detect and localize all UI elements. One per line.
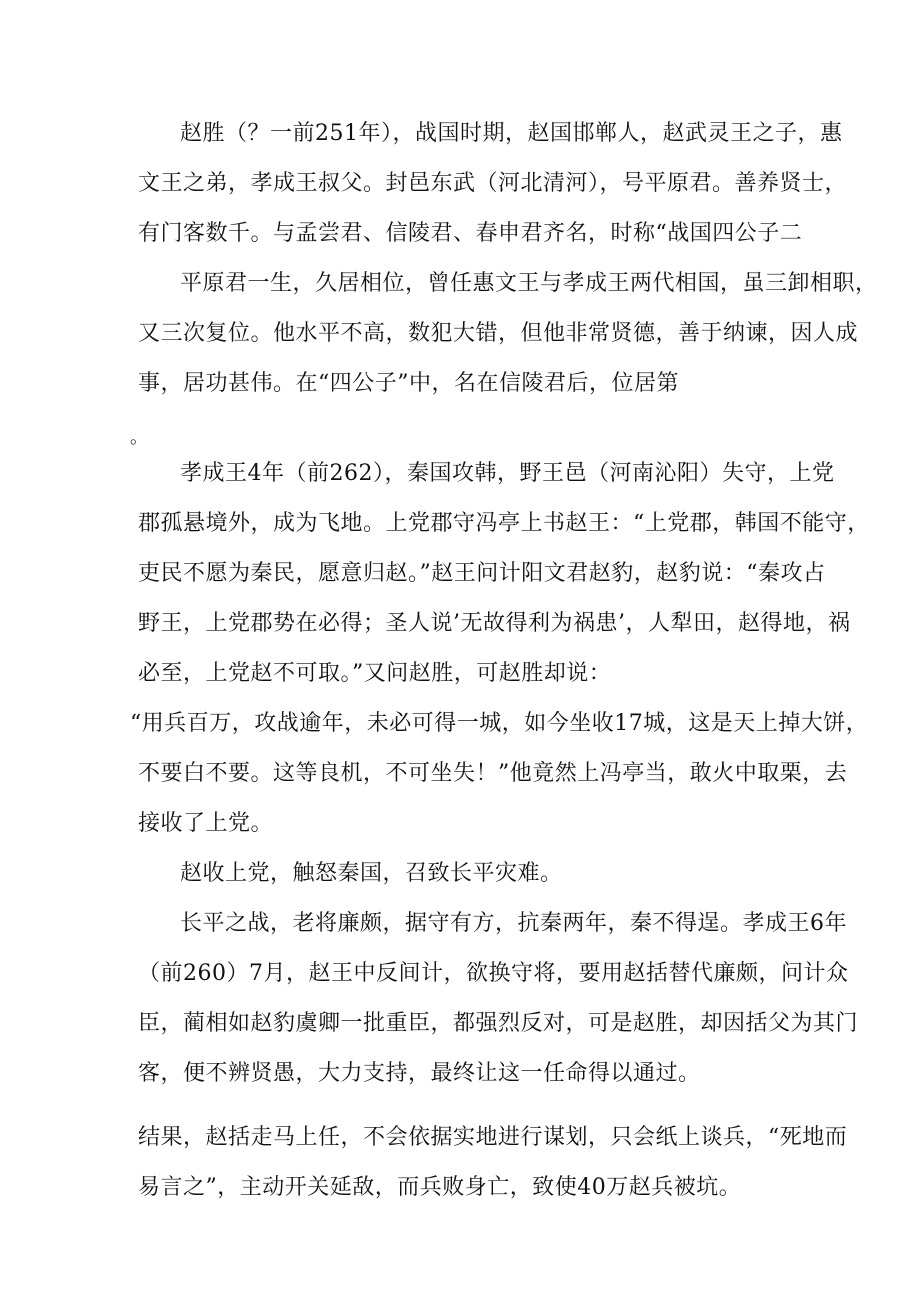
paragraph-7-line-1: 结果，赵括走马上任，不会依据实地进行谋划，只会纸上谈兵，“死地而 — [138, 1125, 848, 1150]
paragraph-2-line-2: 又三次复位。他水平不高，数犯大错，但他非常贤德，善于纳谏，因人成 — [138, 321, 859, 346]
paragraph-1-line-1: 赵胜（？一前251年），战国时期，赵国邯郸人，赵武灵王之子，惠 — [180, 121, 843, 146]
paragraph-5-line-1: 赵收上党，触怒秦国，召致长平灾难。 — [180, 861, 563, 886]
paragraph-6-line-1: 长平之战，老将廉颇，据守有方，抗秦两年，秦不得逞。孝成王6年 — [180, 911, 847, 936]
paragraph-7-line-2: 易言之”，主动开关延敌，而兵败身亡，致使40万赵兵被坑。 — [138, 1175, 742, 1200]
paragraph-4-line-1: 孝成王4年（前262），秦国攻韩，野王邑（河南沁阳）失守，上党 — [180, 461, 835, 486]
paragraph-1-line-2: 文王之弟，孝成王叔父。封邑东武（河北清河），号平原君。善养贤士， — [138, 171, 848, 196]
paragraph-4-line-7: 不要白不要。这等良机，不可坐失！”他竟然上冯亭当，敢火中取栗，去 — [138, 761, 848, 786]
paragraph-6-line-2: （前260）7月，赵王中反间计，欲换守将，要用赵括替代廉颇，问计众 — [138, 961, 849, 986]
paragraph-6-line-4: 客，便不辨贤愚，大力支持，最终让这一任命得以通过。 — [138, 1061, 701, 1086]
paragraph-3-line-1: 。 — [130, 427, 149, 448]
paragraph-1-line-3: 有门客数千。与孟尝君、信陵君、春申君齐名，时称“战国四公子二 — [138, 221, 803, 246]
paragraph-4-line-5: 必至，上党赵不可取。”又问赵胜，可赵胜却说： — [138, 661, 612, 686]
paragraph-6-line-3: 臣，蔺相如赵豹虞卿一批重臣，都强烈反对，可是赵胜，却因括父为其门 — [138, 1011, 859, 1036]
paragraph-4-line-8: 接收了上党。 — [138, 811, 274, 836]
paragraph-4-line-3: 吏民不愿为秦民，愿意归赵。”赵王问计阳文君赵豹，赵豹说：“秦攻占 — [138, 561, 826, 586]
paragraph-2-line-1: 平原君一生，久居相位，曾任惠文王与孝成王两代相国，虽三卸相职， — [180, 271, 878, 296]
paragraph-4-line-6: “用兵百万，攻战逾年，未必可得一城，如今坐收17城，这是天上掉大饼， — [130, 711, 869, 736]
paragraph-4-line-2: 郡孤悬境外，成为飞地。上党郡守冯亭上书赵王：“上党郡，韩国不能守， — [138, 511, 870, 536]
paragraph-4-line-4: 野王，上党郡势在必得；圣人说’无故得利为祸患’，人犁田，赵得地，祸 — [138, 611, 851, 636]
paragraph-2-line-3: 事，居功甚伟。在“四公子”中，名在信陵君后，位居第 — [138, 371, 679, 396]
